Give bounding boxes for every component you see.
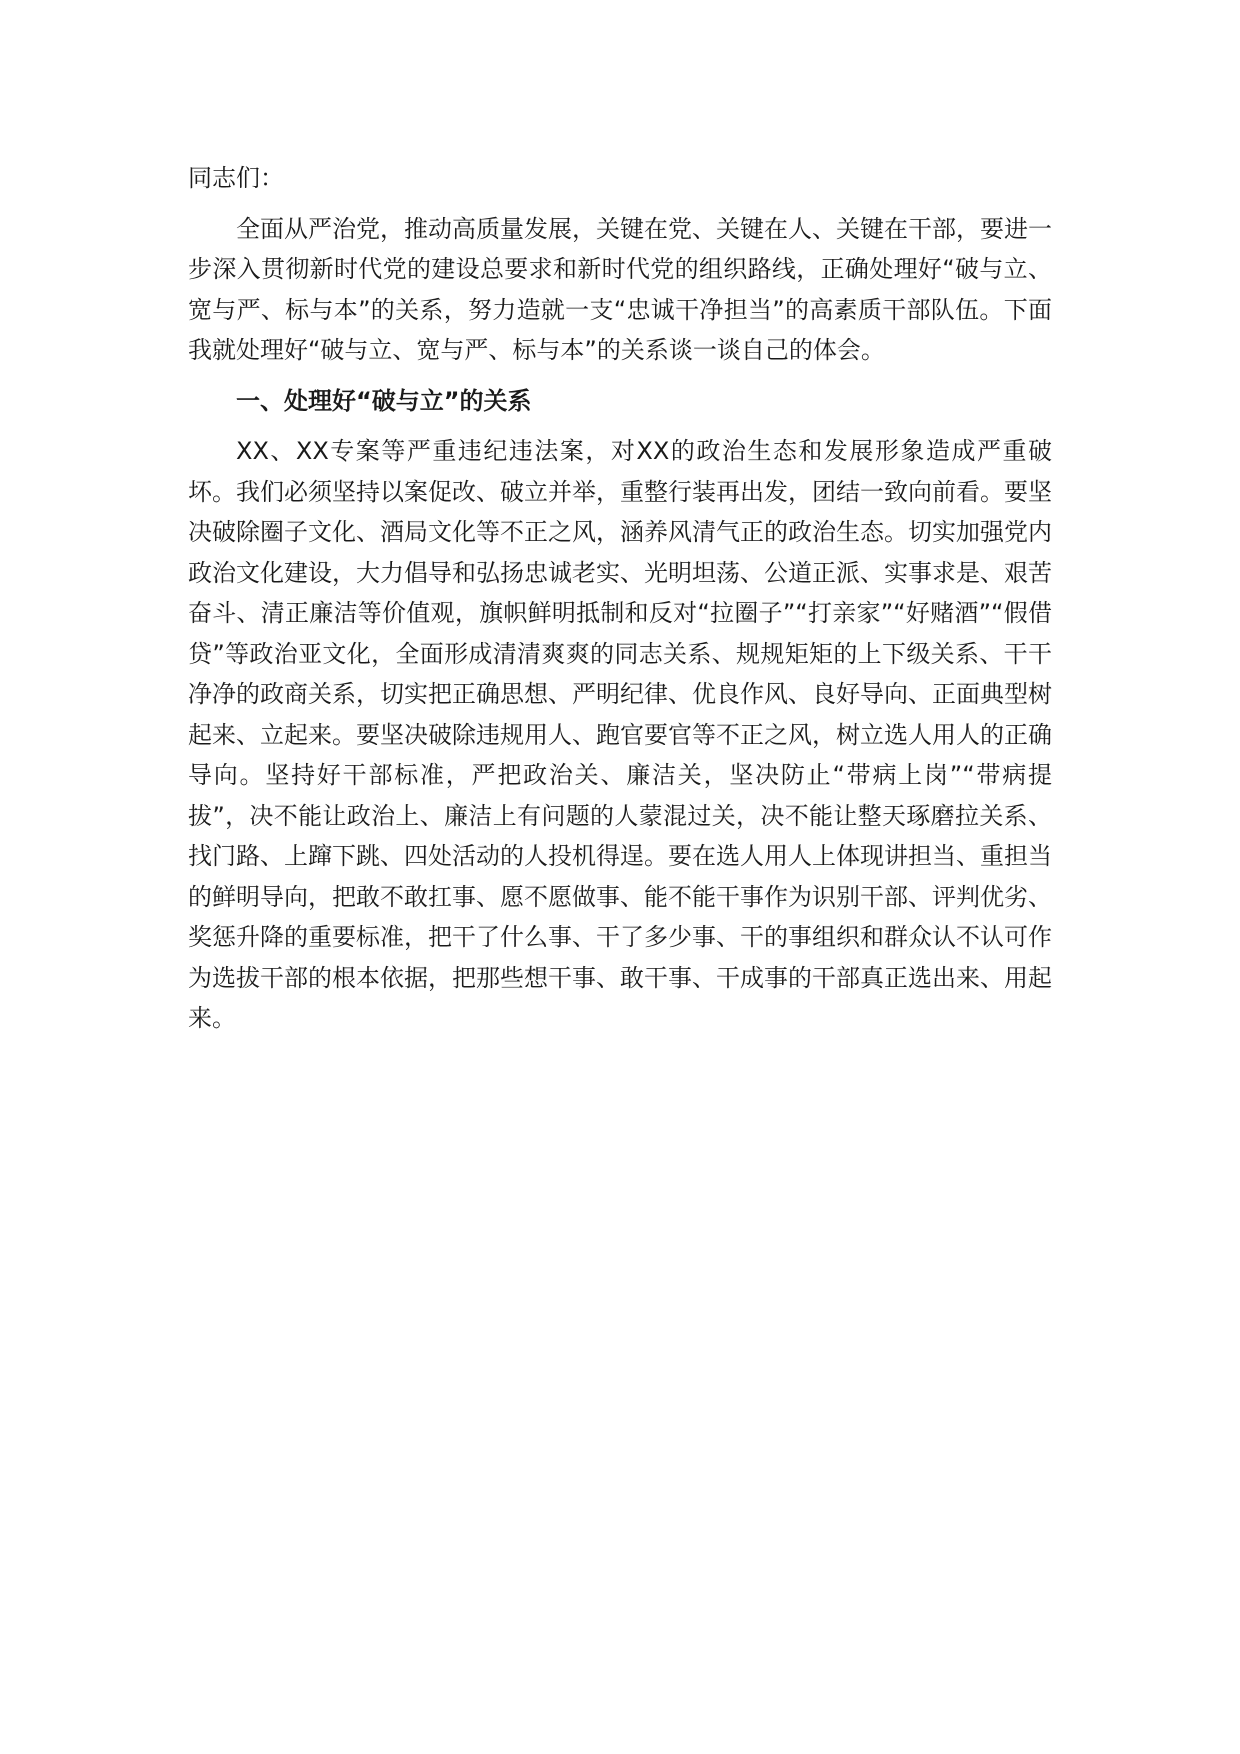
salutation: 同志们： — [188, 164, 284, 192]
document-body — [188, 158, 1052, 1049]
intro-paragraph: 全面从严治党，推动高质量发展，关键在党、关键在人、关键在干部，要进一步深入贯彻新时代党的建设总要求和新时代党的组织路线，正确处理好“破与立、宽与严、标与本”的关系，努力造就一支“忠诚干净担当”的高素质干部队伍。下面我就处理好“破与立、宽与严、标与本”的关系谈一谈自己的体会。 — [188, 214, 1052, 364]
section-heading: 一、处理好“破与立”的关系 — [236, 386, 532, 415]
section-body-paragraph: XX、XX专案等严重违纪违法案，对XX的政治生态和发展形象造成严重破坏。我们必须坚持以案促改、破立并举，重整行装再出发，团结一致向前看。要坚决破除圈子文化、酒局文化等不正之风，涵养风清气正的政治生态。切实加强党内政治文化建设，大力倡导和弘扬忠诚老实、光明坦荡、公道正派、实事求是、艰苦奋斗、清正廉洁等价值观，旗帜鲜明抵制和反对“拉圈子”“打亲家”“好赌酒”“假借贷”等政治亚文化，全面形成清清爽爽的同志关系、规规矩矩的上下级关系、干干净净的政商关系，切实把正确思想、严明纪律、优良作风、良好导向、正面典型树起来、立起来。要坚决破除违规用人、跑官要官等不正之风，树立选人用人的正确导向。坚持好干部标准，严把政治关、廉洁关，坚决防止“带病上岗”“带病提拔”，决不能让政治上、廉洁上有问题的人蒙混过关，决不能让整天琢磨拉关系、找门路、上蹿下跳、四处活动的人投机得逞。要在选人用人上体现讲担当、重担当的鲜明导向，把敢不敢扛事、愿不愿做事、能不能干事作为识别干部、评判优劣、奖惩升降的重要标准，把干了什么事、干了多少事、干的事组织和群众认不认可作为选拔干部的根本依据，把那些想干事、敢干事、干成事的干部真正选出来、用起来。 — [188, 437, 1052, 1032]
